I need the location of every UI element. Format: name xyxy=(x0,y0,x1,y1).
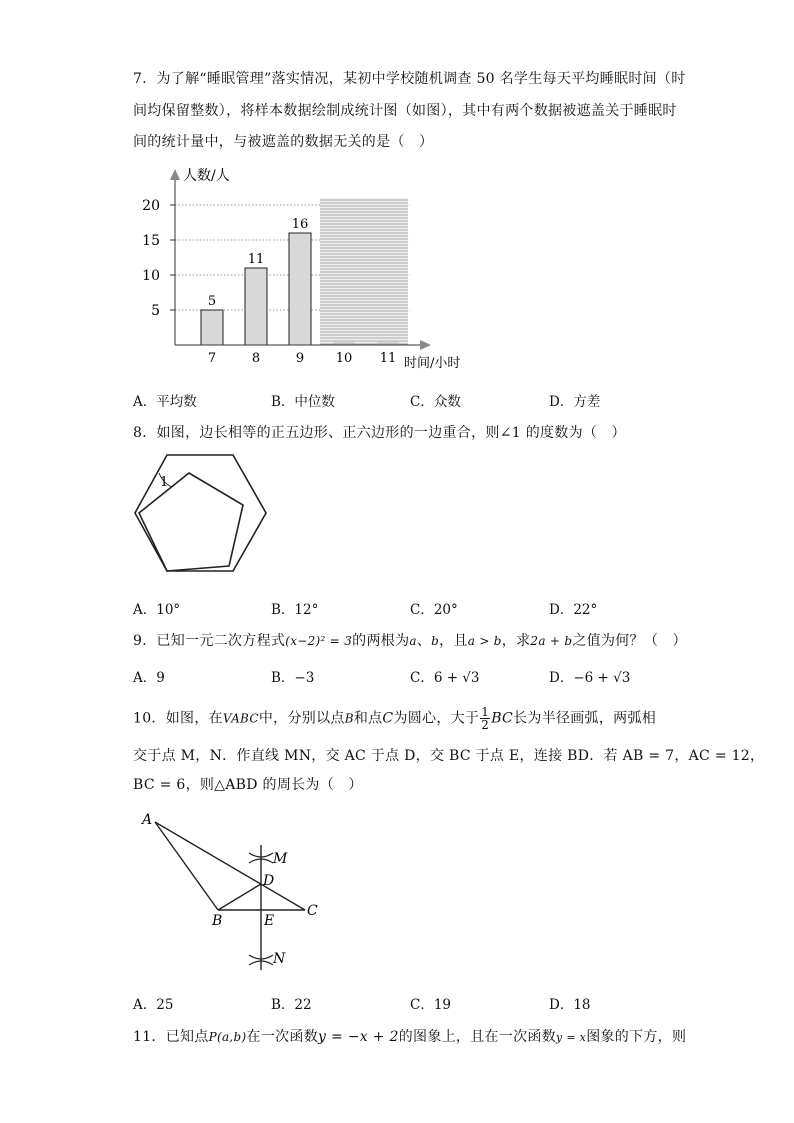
point-label-c: C xyxy=(307,903,318,919)
q11-line-1 xyxy=(133,1026,686,1046)
x-tick-label-8: 8 xyxy=(251,351,261,366)
y-tick-label-0: 5 xyxy=(151,303,160,319)
q11-function-1: y = −x + 2 xyxy=(318,1029,399,1045)
q8-option-a[interactable]: A．10° xyxy=(133,602,181,618)
q8-polygon-figure xyxy=(130,450,275,580)
q9-option-c[interactable]: C．6 + √3 xyxy=(410,670,480,686)
chart-x-axis-label: 时间/小时 xyxy=(404,356,461,371)
q10-part-3: 和点 xyxy=(353,710,383,727)
point-label-b: B xyxy=(212,913,223,929)
q10-option-a[interactable]: A．25 xyxy=(133,997,174,1013)
chart-mask-cover xyxy=(320,198,408,345)
segment-bd xyxy=(218,884,261,910)
q10-line-2: 交于点 M，N．作直线 MN，交 AC 于点 D，交 BC 于点 E，连接 BD．若 AB = 7，AC = 12， xyxy=(133,748,765,764)
q10-line-3: BC = 6，则△ABD 的周长为（ ） xyxy=(133,777,363,793)
q10-part-5: 长为半径画弧，两弧相 xyxy=(513,710,657,727)
q7-option-b[interactable]: B．中位数 xyxy=(271,394,335,410)
q10-option-d[interactable]: D．18 xyxy=(549,997,591,1013)
point-label-e: E xyxy=(264,913,275,929)
pentagon-shape xyxy=(139,473,243,571)
fraction-numerator: 1 xyxy=(481,705,490,719)
q7-line-3: 间的统计量中，与被遮盖的数据无关的是（ ） xyxy=(133,134,434,150)
q10-part-1: 10．如图，在 xyxy=(133,710,223,727)
x-tick-label-9: 9 xyxy=(295,351,305,366)
point-label-n: N xyxy=(273,951,286,967)
q7-line-1: 7．为了解“睡眠管理”落实情况，某初中学校随机调查 50 名学生每天平均睡眠时间（时 xyxy=(133,71,686,87)
x-tick-label-11: 11 xyxy=(379,351,397,366)
y-tick-label-2: 15 xyxy=(142,233,160,249)
q11-part-1: 11．已知点 xyxy=(133,1029,209,1045)
q9-line-1 xyxy=(133,630,687,650)
q11-part-4: 图象的下方，则 xyxy=(586,1029,687,1045)
q11-part-3: 的图象上，且在一次函数 xyxy=(398,1029,557,1045)
q7-option-a[interactable]: A．平均数 xyxy=(133,394,197,410)
q9-option-b[interactable]: B．−3 xyxy=(271,670,315,686)
q10-option-c[interactable]: C．19 xyxy=(410,997,452,1013)
segment-ab xyxy=(155,822,218,910)
q7-option-d[interactable]: D．方差 xyxy=(549,394,601,410)
q9-sep: 、 xyxy=(416,633,432,649)
chart-y-axis-arrow xyxy=(170,169,180,180)
q10-part-2: 中，分别以点 xyxy=(258,710,345,727)
q9-condition: a > b xyxy=(467,634,502,648)
q7-bar-chart xyxy=(130,160,490,375)
q10-triangle-figure xyxy=(130,805,330,975)
q11-part-2: 在一次函数 xyxy=(246,1029,319,1045)
q8-line-1: 8．如图，边长相等的正五边形、正六边形的一边重合，则∠1 的度数为（ ） xyxy=(133,425,626,441)
q9-suffix: 之值为何？（ ） xyxy=(572,633,687,649)
q9-mid-1: 的两根为 xyxy=(352,633,410,649)
hexagon-shape xyxy=(135,455,266,571)
point-label-a: A xyxy=(142,812,153,828)
q11-point-p: P(a,b) xyxy=(208,1030,247,1044)
q9-option-a[interactable]: A．9 xyxy=(133,670,165,686)
x-tick-label-10: 10 xyxy=(335,351,353,366)
q10-part-4: 为圆心，大于 xyxy=(393,710,480,727)
chart-x-ticks xyxy=(208,351,396,366)
chart-x-axis-arrow xyxy=(420,340,431,350)
q9-equation: (x−2)² = 3 xyxy=(285,634,353,648)
q10-line-1 xyxy=(133,706,656,731)
q10-triangle-name: VABC xyxy=(222,711,259,726)
q10-point-c: C xyxy=(382,710,394,727)
y-tick-label-3: 20 xyxy=(142,198,160,214)
q7-line-2: 间均保留整数），将样本数据绘制成统计图（如图），其中有两个数据被遮盖关于睡眠时 xyxy=(133,103,677,119)
q9-var-a: a xyxy=(409,634,417,648)
chart-y-ticks xyxy=(142,198,175,319)
q11-function-2: y = x xyxy=(556,1031,587,1044)
q10-point-b: B xyxy=(344,711,354,726)
q10-segment-bc: BC xyxy=(491,710,514,727)
q9-mid-3: ，求 xyxy=(501,633,531,649)
chart-y-axis-label: 人数/人 xyxy=(183,168,230,184)
data-label-9: 16 xyxy=(291,217,309,232)
q9-expression: 2a + b xyxy=(530,634,573,648)
fraction-denominator: 2 xyxy=(481,718,490,732)
point-label-d: D xyxy=(263,873,275,889)
q8-option-b[interactable]: B．12° xyxy=(271,602,319,618)
half-fraction xyxy=(480,706,490,731)
x-tick-label-7: 7 xyxy=(207,351,217,366)
q9-option-d[interactable]: D．−6 + √3 xyxy=(549,670,631,686)
point-label-m: M xyxy=(273,851,288,867)
bar-9 xyxy=(289,233,311,345)
bar-7 xyxy=(201,310,223,345)
q10-option-b[interactable]: B．22 xyxy=(271,997,312,1013)
y-tick-label-1: 10 xyxy=(142,268,160,284)
data-label-8: 11 xyxy=(247,252,265,267)
q9-var-b: b xyxy=(431,634,440,648)
bar-8 xyxy=(245,268,267,345)
angle-1-label: 1 xyxy=(160,475,169,490)
q9-prefix: 9．已知一元二次方程式 xyxy=(133,633,286,649)
data-label-7: 5 xyxy=(207,294,217,309)
q8-option-c[interactable]: C．20° xyxy=(410,602,458,618)
q7-option-c[interactable]: C．众数 xyxy=(410,394,461,410)
q9-mid-2: ，且 xyxy=(439,633,468,649)
q8-option-d[interactable]: D．22° xyxy=(549,602,598,618)
